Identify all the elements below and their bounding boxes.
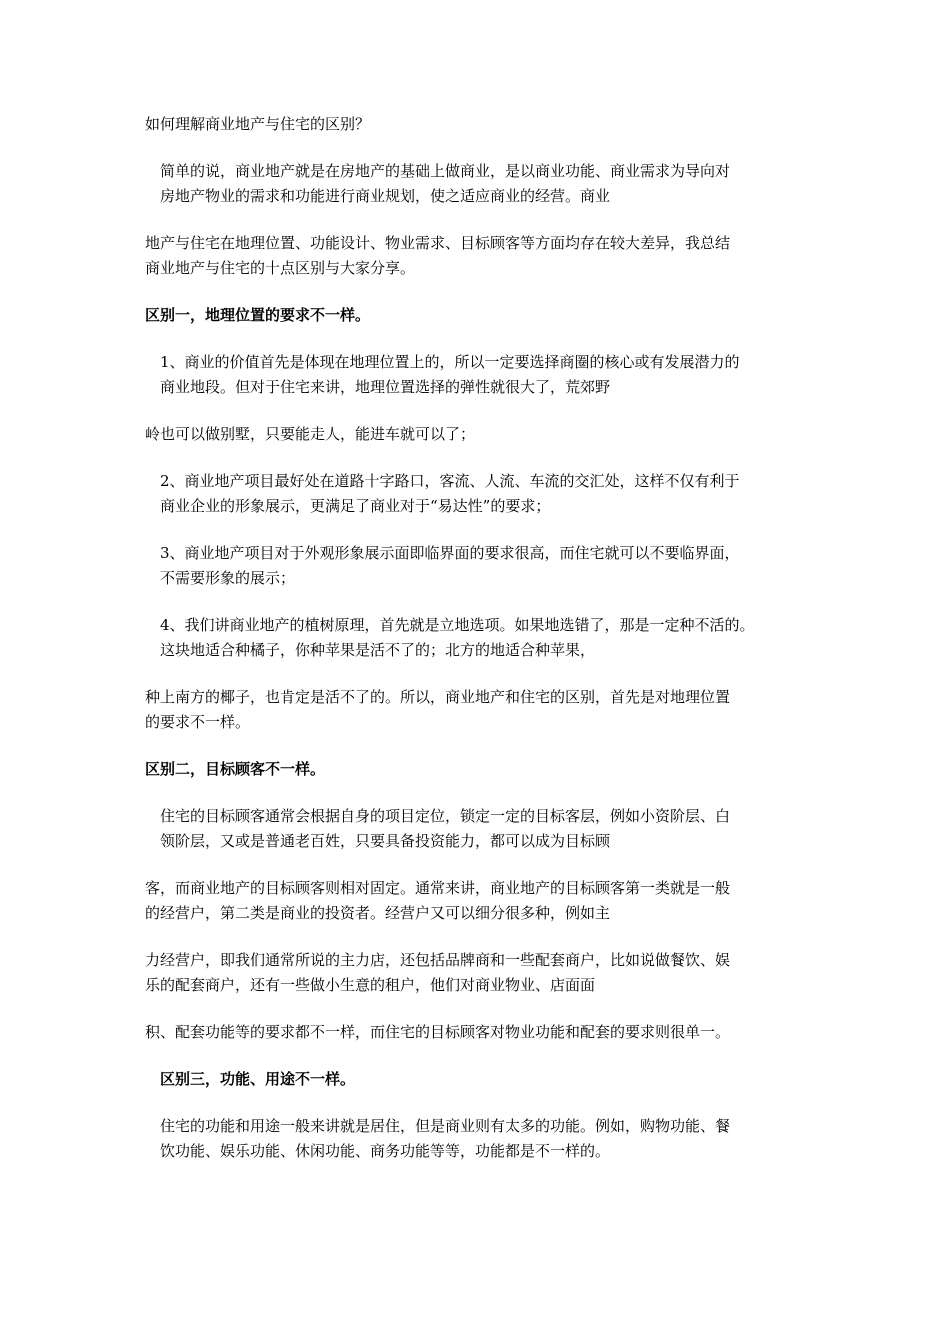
text-line: 住宅的目标顾客通常会根据自身的项目定位，锁定一定的目标客层，例如小资阶层、白 — [160, 807, 731, 825]
text-line: 住宅的功能和用途一般来讲就是居住，但是商业则有太多的功能。例如，购物功能、餐 — [160, 1117, 731, 1135]
section-heading-2 — [145, 757, 817, 782]
spacer — [145, 998, 817, 1020]
paragraph-1a — [145, 350, 817, 400]
paragraph-1b — [145, 422, 817, 447]
text-line: 地产与住宅在地理位置、功能设计、物业需求、目标顾客等方面均存在较大差异，我总结 — [145, 234, 731, 252]
spacer — [145, 926, 817, 948]
paragraph-intro-1 — [145, 159, 817, 209]
spacer — [145, 137, 817, 159]
spacer — [145, 447, 817, 469]
spacer — [145, 400, 817, 422]
spacer — [145, 735, 817, 757]
paragraph-5b — [145, 876, 817, 926]
paragraph-2 — [145, 469, 817, 519]
text-line: 商业企业的形象展示，更满足了商业对于“易达性”的要求； — [160, 497, 551, 515]
spacer — [145, 1045, 817, 1067]
section-heading-3 — [145, 1067, 817, 1092]
document-page — [145, 112, 817, 1164]
paragraph-5a — [145, 804, 817, 854]
text-line: 简单的说，商业地产就是在房地产的基础上做商业，是以商业功能、商业需求为导向对 — [160, 162, 731, 180]
heading-text: 区别二，目标顾客不一样。 — [145, 760, 326, 778]
paragraph-intro-2 — [145, 231, 817, 281]
spacer — [145, 519, 817, 541]
spacer — [145, 782, 817, 804]
text-line: 不需要形象的展示； — [160, 569, 296, 587]
paragraph-5d — [145, 1020, 817, 1045]
spacer — [145, 591, 817, 613]
text-line: 2、商业地产项目最好处在道路十字路口，客流、人流、车流的交汇处，这样不仅有利于 — [160, 472, 740, 490]
heading-text: 区别三，功能、用途不一样。 — [160, 1070, 356, 1088]
spacer — [145, 854, 817, 876]
text-line: 领阶层，又或是普通老百姓，只要具备投资能力，都可以成为目标顾 — [160, 832, 611, 850]
text-line: 的经营户，第二类是商业的投资者。经营户又可以细分很多种，例如主 — [145, 904, 611, 922]
heading-text: 区别一，地理位置的要求不一样。 — [145, 306, 371, 324]
text-line: 房地产物业的需求和功能进行商业规划，使之适应商业的经营。商业 — [160, 187, 611, 205]
text-line: 力经营户，即我们通常所说的主力店，还包括品牌商和一些配套商户，比如说做餐饮、娱 — [145, 951, 731, 969]
paragraph-6 — [145, 1114, 817, 1164]
text-line: 的要求不一样。 — [145, 713, 251, 731]
paragraph-4b — [145, 685, 817, 735]
section-heading-1 — [145, 303, 817, 328]
text-line: 客，而商业地产的目标顾客则相对固定。通常来讲，商业地产的目标顾客第一类就是一般 — [145, 879, 731, 897]
text-line: 岭也可以做别墅，只要能走人，能进车就可以了； — [145, 425, 476, 443]
text-line: 3、商业地产项目对于外观形象展示面即临界面的要求很高，而住宅就可以不要临界面， — [160, 544, 740, 562]
spacer — [145, 1092, 817, 1114]
text-line: 商业地产与住宅的十点区别与大家分享。 — [145, 259, 416, 277]
text-line: 商业地段。但对于住宅来讲，地理位置选择的弹性就很大了，荒郊野 — [160, 378, 611, 396]
document-title: 如何理解商业地产与住宅的区别？ — [145, 115, 371, 133]
paragraph-3 — [145, 541, 817, 591]
text-line: 1、商业的价值首先是体现在地理位置上的，所以一定要选择商圈的核心或有发展潜力的 — [160, 353, 740, 371]
text-line: 乐的配套商户，还有一些做小生意的租户，他们对商业物业、店面面 — [145, 976, 596, 994]
paragraph-4a — [145, 613, 817, 663]
text-line: 积、配套功能等的要求都不一样，而住宅的目标顾客对物业功能和配套的要求则很单一。 — [145, 1023, 731, 1041]
spacer — [145, 209, 817, 231]
text-line: 这块地适合种橘子，你种苹果是活不了的；北方的地适合种苹果， — [160, 641, 596, 659]
text-line: 种上南方的椰子，也肯定是活不了的。所以，商业地产和住宅的区别，首先是对地理位置 — [145, 688, 731, 706]
text-line: 4、我们讲商业地产的植树原理，首先就是立地选项。如果地选错了，那是一定种不活的。 — [160, 616, 755, 634]
paragraph-5c — [145, 948, 817, 998]
spacer — [145, 663, 817, 685]
spacer — [145, 328, 817, 350]
spacer — [145, 281, 817, 303]
text-line: 饮功能、娱乐功能、休闲功能、商务功能等等，功能都是不一样的。 — [160, 1142, 611, 1160]
